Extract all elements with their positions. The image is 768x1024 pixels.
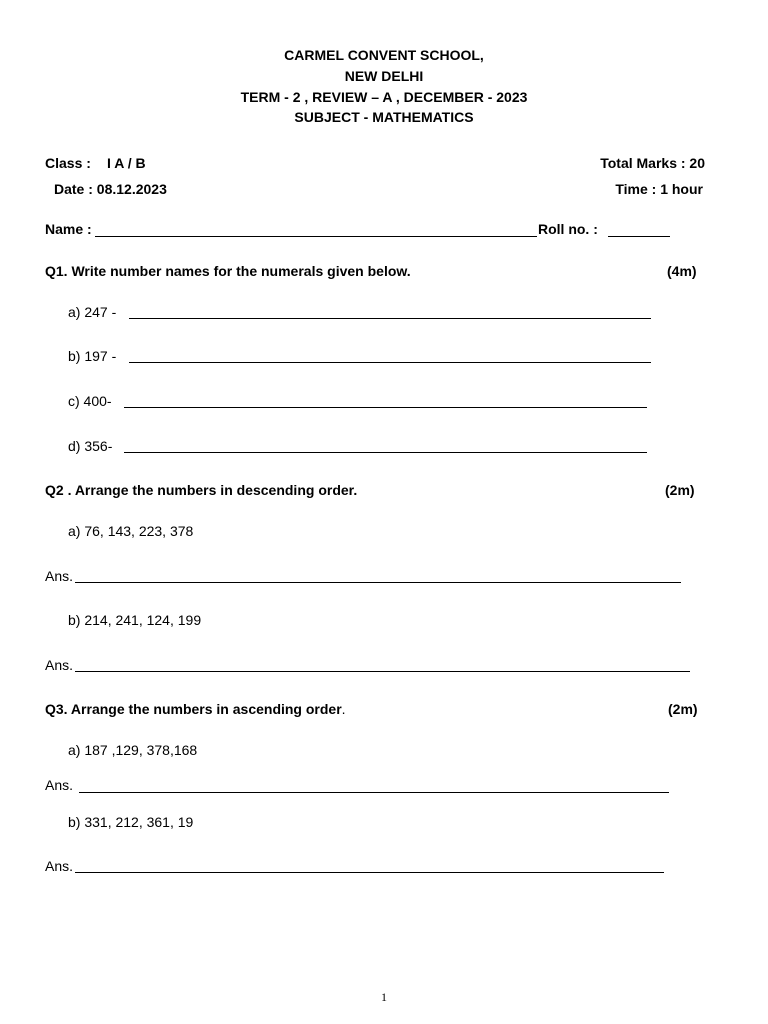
page-number: 1 xyxy=(381,990,387,1004)
q2-title: Q2 . Arrange the numbers in descending order. xyxy=(45,482,358,498)
class-value: I A / B xyxy=(107,155,146,171)
q1-title: Q1. Write number names for the numerals given below. xyxy=(45,263,411,279)
q3-part-a: a) 187 ,129, 378,168 xyxy=(68,742,198,758)
exam-subject: SUBJECT - MATHEMATICS xyxy=(294,109,474,125)
exam-time: Time : 1 hour xyxy=(615,181,703,197)
q2-part-a: a) 76, 143, 223, 378 xyxy=(68,523,194,539)
exam-date: Date : 08.12.2023 xyxy=(54,181,167,197)
school-name: CARMEL CONVENT SCHOOL, xyxy=(284,47,484,63)
q3-answer-line-a[interactable] xyxy=(79,792,669,793)
q3-title: Q3. Arrange the numbers in ascending order xyxy=(45,701,342,717)
q1-item-d: d) 356- xyxy=(68,438,113,454)
q1-item-a: a) 247 - xyxy=(68,304,117,320)
q3-title-wrap xyxy=(45,701,346,717)
q1-answer-line-a[interactable] xyxy=(129,318,651,319)
q3-part-b: b) 331, 212, 361, 19 xyxy=(68,814,194,830)
q3-ans-label-b: Ans. xyxy=(45,858,74,874)
q3-marks: (2m) xyxy=(668,701,698,717)
roll-field-line[interactable] xyxy=(608,236,670,237)
name-label: Name : xyxy=(45,221,92,237)
q2-ans-label-a: Ans. xyxy=(45,568,74,584)
q1-marks: (4m) xyxy=(667,263,697,279)
q3-answer-line-b[interactable] xyxy=(75,872,664,873)
q1-answer-line-b[interactable] xyxy=(129,362,651,363)
name-field-line[interactable] xyxy=(95,236,537,237)
q2-part-b: b) 214, 241, 124, 199 xyxy=(68,612,202,628)
q2-answer-line-b[interactable] xyxy=(75,671,690,672)
q1-item-c: c) 400- xyxy=(68,393,112,409)
q2-marks: (2m) xyxy=(665,482,695,498)
roll-label: Roll no. : xyxy=(538,221,598,237)
q3-title-dot: . xyxy=(341,701,346,717)
q2-ans-label-b: Ans. xyxy=(45,657,74,673)
q1-item-b: b) 197 - xyxy=(68,348,117,364)
school-city: NEW DELHI xyxy=(344,68,424,84)
total-marks: Total Marks : 20 xyxy=(600,155,705,171)
class-label: Class : xyxy=(45,155,91,171)
q2-answer-line-a[interactable] xyxy=(75,582,681,583)
q3-ans-label-a: Ans. xyxy=(45,777,74,793)
exam-term: TERM - 2 , REVIEW – A , DECEMBER - 2023 xyxy=(240,89,528,105)
q1-answer-line-c[interactable] xyxy=(124,407,647,408)
q1-answer-line-d[interactable] xyxy=(124,452,647,453)
